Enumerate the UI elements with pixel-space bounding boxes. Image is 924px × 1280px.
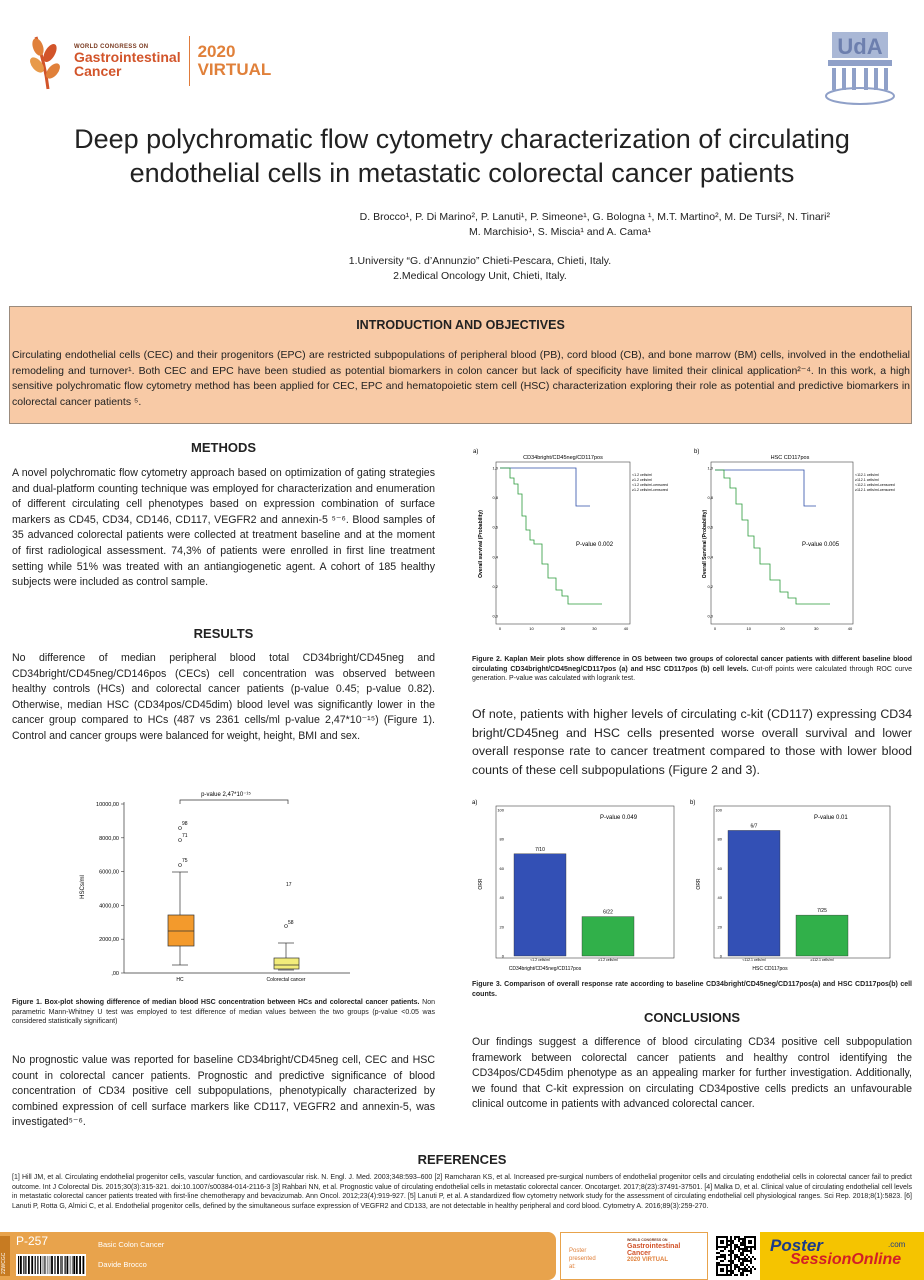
figure3-orr-bars bbox=[470, 794, 912, 976]
fig1-ytick-label: ,00 bbox=[111, 971, 119, 977]
fig2-xtick-label: 10 bbox=[746, 626, 751, 631]
fig3-label-a: a) bbox=[472, 800, 478, 806]
references-title: REFERENCES bbox=[417, 1152, 507, 1167]
fig2-title-b: HSC CD117pos bbox=[770, 455, 810, 461]
of-note-body: Of note, patients with higher levels of circulating c-kit (CD117) expressing CD34 bright/CD45neg and HSC cells presented worse overall survival and lower overall response rate to cancer treatment compared to those with lower blood counts of these cell subpopulations (Figure 2 and 3). bbox=[472, 707, 912, 777]
footer-category: Basic Colon Cancer bbox=[98, 1240, 165, 1249]
fig2-xtick-label: 30 bbox=[814, 626, 819, 631]
fig1-box-hc bbox=[168, 915, 194, 946]
fig1-outlier-label: 58 bbox=[288, 920, 294, 926]
fig3-xcat-label: ≥1.2 cells/ml bbox=[598, 958, 618, 962]
fig3-ylabel-a: ORR bbox=[478, 878, 484, 890]
fig2a-legend-0: <1.2 cells/ml bbox=[632, 473, 653, 477]
fig2-ytick-label: 0,0 bbox=[707, 613, 713, 619]
fig2-ytick-label: 0,2 bbox=[707, 583, 713, 589]
fig1-ytick-label: 10000,00 bbox=[96, 802, 119, 808]
fig3-bar-label: 7/10 bbox=[535, 846, 545, 853]
results-text-2: No prognostic value was reported for baseline CD34bright/CD45neg cell, CEC and HSC count in colorectal cancer patients. Prognostic and predictive significance of blood concentration of CD34 positive cell subpopulations, phenotypically characterized by combined expression of cell surface markers like CD117, VEGFR2 and annexin-5, was investigated⁵⁻⁶. bbox=[12, 1054, 435, 1129]
fig2b-legend-2: <112.1 cells/ml-censored bbox=[855, 483, 895, 487]
fig3-xcat-label: <1.2 cells/ml bbox=[530, 958, 550, 962]
fig2-ytick-label: 1,0 bbox=[707, 465, 713, 471]
uda-logo-text: UdA bbox=[837, 34, 883, 59]
fig2-ytick-label: 0,8 bbox=[707, 495, 713, 501]
fig3-ytick-label: 100 bbox=[715, 807, 722, 813]
fig2-ytick-label: 0,6 bbox=[492, 524, 498, 530]
footer-presented-at bbox=[560, 1232, 708, 1280]
university-logo bbox=[820, 22, 900, 110]
fig3-ytick-label: 60 bbox=[499, 865, 504, 871]
fig2-ytick-label: 0,8 bbox=[492, 495, 498, 501]
barcode-icon bbox=[16, 1254, 86, 1276]
figure1-caption bbox=[12, 998, 435, 1027]
fig2b-legend-0: <112.1 cells/ml bbox=[855, 473, 879, 477]
fig1-box-cancer bbox=[274, 958, 299, 969]
mini-logo-line3: Cancer bbox=[627, 1249, 651, 1257]
figure2-caption bbox=[472, 655, 912, 684]
fig3-ytick-label: 100 bbox=[497, 807, 504, 813]
fig3-bar-label: 6/7 bbox=[750, 823, 758, 830]
conclusions-title: CONCLUSIONS bbox=[643, 1010, 741, 1025]
fig3-bar bbox=[728, 830, 780, 956]
logo-line3: Cancer bbox=[74, 63, 122, 79]
intro-text: Circulating endothelial cells (CEC) and their progenitors (EPC) are restricted subpopulations of peripheral blood (PB), cord blood (CB), and bone marrow (BM) cells, involved in the endothelial remodeling and turnover¹. Both CEC and EPC have been studied as potential biomarkers in colon cancer but lack of specificity have limited their clinical application²⁻⁴. In this work, a high sensitive polychromatic flow cytometry method has been applied for CEC, EPC and hematopoietic stem cell (HSC) characterization exploring their role as potential and predictive biomarkers in colorectal cancer patients ⁵. bbox=[12, 349, 910, 408]
footer-id-block bbox=[0, 1232, 92, 1280]
fig2a-legend-3: ≥1.2 cells/ml-censored bbox=[632, 488, 668, 492]
figure3-caption: Figure 3. Comparison of overall response rate according to baseline CD34bright/CD45neg/CD117pos(a) and HSC CD117pos(b) cell counts. bbox=[472, 981, 912, 998]
fig2-pvalue-a: P-value 0.002 bbox=[576, 542, 614, 548]
title-line1: Deep polychromatic flow cytometry characterization of circulating bbox=[74, 124, 850, 154]
fig1-xcat-hc: HC bbox=[176, 977, 184, 983]
logo-line1: WORLD CONGRESS ON bbox=[74, 44, 149, 50]
fig1-outlier-label: 75 bbox=[182, 858, 188, 864]
fig1-caption-bold: Figure 1. Box-plot showing difference of median blood HSC concentration between HCs and colorectal cancer patients. bbox=[12, 999, 420, 1006]
congress-logo bbox=[20, 26, 278, 96]
footer-side-code: 22WCGC bbox=[1, 1252, 7, 1274]
fig1-outlier-label: 98 bbox=[182, 821, 188, 827]
fig3-xlabel-a: CD34bright/CD45neg/CD117pos bbox=[508, 966, 582, 972]
intro-title: INTRODUCTION AND OBJECTIVES bbox=[356, 318, 565, 332]
conclusions-text: Our findings suggest a difference of blood circulating CD34 positive cell subpopulation framework between colorectal cancer patients and healthy control identifying the CD34pos/CD45dim phenotype as an appealing marker for further investigation. Additionally, we found that C-kit expression on circulating CD34postive cells predicts an unfavourable clinical outcome in patients with advanced colorectal cancer. bbox=[472, 1036, 912, 1111]
fig3-label-b: b) bbox=[690, 800, 696, 806]
fig1-outlier-label: 17 bbox=[286, 882, 292, 888]
fig2a-curve-low bbox=[500, 468, 590, 506]
fig1-ytick-label: 2000,00 bbox=[99, 937, 119, 944]
mini-logo-line2: Gastrointestinal bbox=[627, 1242, 681, 1250]
fig3-bar bbox=[582, 917, 634, 956]
poster-title bbox=[40, 122, 884, 190]
fig2b-curve-high bbox=[715, 470, 830, 604]
fig2-ytick-label: 0,6 bbox=[707, 524, 713, 530]
logo-separator bbox=[189, 36, 190, 86]
fig2-xtick-label: 30 bbox=[592, 626, 597, 631]
fig2-xtick-label: 0 bbox=[498, 626, 502, 631]
fig3-bar bbox=[514, 854, 566, 956]
title-line2: endothelial cells in metastatic colorectal cancer patients bbox=[129, 158, 795, 188]
fig2-xtick-label: 10 bbox=[529, 626, 534, 631]
authors-line2: M. Marchisio¹, S. Miscia¹ and A. Cama¹ bbox=[468, 226, 652, 238]
fig3-ytick-label: 20 bbox=[717, 924, 722, 930]
fig2-xtick-label: 0 bbox=[713, 626, 717, 631]
fig3-ytick-label: 80 bbox=[499, 836, 504, 842]
fig3-ytick-label: 20 bbox=[499, 924, 504, 930]
fig1-ylabel: HSCs/ml bbox=[80, 875, 86, 899]
fig3-ytick-label: 40 bbox=[717, 895, 722, 901]
fig2-pvalue-b: P-value 0.005 bbox=[802, 542, 840, 548]
footer-side-strip bbox=[0, 1236, 10, 1276]
fig3-bar bbox=[796, 915, 848, 956]
fig3-ytick-label: 40 bbox=[499, 895, 504, 901]
affiliations bbox=[260, 254, 700, 284]
figure2-km-plots bbox=[470, 444, 912, 640]
fig1-xcat-cancer: Colorectal cancer bbox=[266, 977, 306, 983]
fig3-ytick-label: 0 bbox=[501, 953, 504, 959]
logo-virtual: VIRTUAL bbox=[197, 60, 272, 79]
fig3-ytick-label: 0 bbox=[719, 953, 722, 959]
authors bbox=[170, 210, 830, 240]
results-text: No difference of median peripheral blood total CD34bright/CD45neg and CD34bright/CD45neg/CD146pos (CECs) cell concentration was observed between healthy controls (HCs) and colorectal cancer patients (p-value 0.45; p-value 0.82). Otherwise, median HSC (CD34pos/CD45dim) blood level was significantly lower in the cancer group compared to HCs (487 vs 2361 cells/ml p-value 2,47*10⁻¹⁵) (Figure 1). Control and cancer groups were balanced for weight, height, BMI and sex. bbox=[12, 652, 435, 742]
fig2a-legend-2: <1.2 cells/ml-censored bbox=[632, 483, 669, 487]
fig3-xlabel-b: HSC CD117pos bbox=[752, 966, 788, 972]
fig3-ytick-label: 80 bbox=[717, 836, 722, 842]
pso-line2: SessionOnline bbox=[790, 1251, 902, 1268]
affiliation-2: 2.Medical Oncology Unit, Chieti, Italy. bbox=[393, 270, 567, 282]
footer-author: Davide Brocco bbox=[98, 1260, 147, 1269]
references-text: [1] Hill JM, et al. Circulating endothelial progenitor cells, vascular function, and cardiovascular risk. N. Engl. J. Med. 2003;348:593–600 [2] Ramcharan KS, et al. Increased pre-surgical numbers of endothelial progenitor cells and circulating endothelial cells in colorectal cancer fail to predict outcome. Int J Colorectal Dis. 2015;30(3):315-321. doi:10.1007/s00384-014-2116-3 [3] Rahbari NN, et al. Prognostic value of circulating endothelial cells in metastatic colorectal cancer. Oncotarget. 2017;8(23):37491-37501. [4] Malka D, et al. Clinical value of circulating endothelial cell levels in metastatic colorectal cancer patients treated with first-line chemotherapy and bevacizumab. Ann Oncol. 2012;23(4):919-927. [5] Lanuti P, et al. A standardized flow cytometry network study for the assessment of circulating endothelial cell physiological ranges. Sci Rep. 2018;8(1):5823. [6] Lanuti P, Rotta G, Almici C, et al. Endothelial progenitor cells, defined by the simultaneous surface expression of VEGFR2 and CD133, are not detectable in healthy peripheral and cord blood. Cytometry A. 2016;89(3):259-270. bbox=[12, 1174, 912, 1210]
fig2-xtick-label: 40 bbox=[623, 626, 629, 631]
logo-year: 2020 bbox=[197, 42, 236, 62]
presented-at-text: Poster presented at: bbox=[569, 1248, 596, 1270]
wheat-leaf-icon bbox=[28, 31, 68, 91]
fig1-pvalue: p-value 2,47*10⁻¹⁵ bbox=[201, 792, 251, 798]
fig3-pvalue-b: P-value 0.01 bbox=[814, 815, 848, 821]
poster-session-online-logo[interactable] bbox=[760, 1232, 924, 1280]
affiliation-1: 1.University “G. d’Annunzio” Chieti-Pescara, Chieti, Italy. bbox=[348, 255, 612, 267]
fig2-xtick-label: 20 bbox=[560, 626, 566, 631]
mini-congress-logo bbox=[627, 1239, 680, 1263]
fig1-ytick-label: 6000,00 bbox=[99, 869, 119, 876]
fig2a-curve-high bbox=[500, 468, 602, 604]
fig2-caption-rest: Cut-off points were calculated through ROC curve generation. P-value was calculated with logrank test. bbox=[472, 665, 913, 682]
authors-line1: D. Brocco¹, P. Di Marino², P. Lanuti¹, P. Simeone¹, G. Bologna ¹, M.T. Martino², M. De Tursi², N. Tinari² bbox=[359, 211, 830, 223]
footer-band bbox=[92, 1232, 556, 1280]
fig1-outlier-label: 71 bbox=[182, 833, 188, 839]
fig2-xtick-label: 20 bbox=[780, 626, 785, 631]
qr-code-icon[interactable] bbox=[716, 1236, 756, 1276]
results-title: RESULTS bbox=[193, 626, 254, 641]
fig2-ytick-label: 0,0 bbox=[492, 613, 498, 619]
fig2a-legend-1: ≥1.2 cells/ml bbox=[632, 478, 652, 482]
fig3-xcat-label: <112.1 cells/ml bbox=[742, 958, 766, 962]
fig3-pvalue-a: P-value 0.049 bbox=[600, 815, 638, 821]
pso-line1: Poster bbox=[770, 1236, 823, 1255]
fig1-caption-rest: Non parametric Mann-Whitney U test was employed to test difference of median values between the two groups (p-value <0.05 was considered statistically significant) bbox=[12, 999, 435, 1025]
fig2b-legend-1: ≥112.1 cells/ml bbox=[855, 478, 879, 482]
fig2b-legend-3: ≥112.1 cells/ml-censored bbox=[855, 488, 895, 492]
of-note-text bbox=[472, 705, 912, 779]
fig1-ytick-label: 4000,00 bbox=[99, 903, 119, 910]
footer-poster-id: P-257 bbox=[16, 1234, 49, 1248]
fig2-ytick-label: 0,2 bbox=[492, 583, 498, 589]
fig3-xcat-label: ≥112.1 cells/ml bbox=[810, 958, 834, 962]
fig2-xtick-label: 40 bbox=[847, 626, 853, 631]
mini-logo-line1: WORLD CONGRESS ON bbox=[627, 1238, 668, 1242]
fig2-ytick-label: 1,0 bbox=[492, 465, 498, 471]
fig2-caption-bold: Figure 2. Kaplan Meir plots show difference in OS between two groups of colorectal cancer patients with different baseline blood circulating CD34bright/CD45neg/CD117pos (a) and HSC CD117pos (b) cell levels. bbox=[472, 656, 912, 673]
methods-text: A novel polychromatic flow cytometry approach based on optimization of gating strategies and dual-platform counting technique was employed for characterization and enumeration of different circulating cell phenotypes based on expression combination of surface markers as CD45, CD34, CD146, CD117, VEGFR2 and annexin-5 ⁵⁻⁶. Blood samples of 35 advanced colorectal patients were collected at treatment baseline and at the moment of first radiological assessment. 74,3% of patients were enrolled in first line treatment setting while 51% was treated with an antiangiogenetic agent. A cohort of 185 healthy subjects were included as control sample. bbox=[12, 467, 435, 589]
fig1-ytick-label: 8000,00 bbox=[99, 835, 119, 842]
fig3-ytick-label: 60 bbox=[717, 865, 722, 871]
methods-title: METHODS bbox=[191, 440, 256, 455]
figure1-boxplot bbox=[60, 782, 420, 992]
fig3-bar-label: 6/22 bbox=[603, 909, 613, 916]
fig2-ytick-label: 0,4 bbox=[707, 554, 713, 560]
fig2-ylabel-b: Overall Survival (Probability) bbox=[702, 509, 708, 579]
fig2-label-b: b) bbox=[694, 449, 700, 455]
fig2-title-a: CD34bright/CD45neg/CD117pos bbox=[523, 455, 603, 461]
fig3-bar-label: 7/25 bbox=[817, 908, 827, 915]
fig2-ylabel-a: Overall survival (Probability) bbox=[478, 510, 484, 578]
fig2-ytick-label: 0,4 bbox=[492, 554, 498, 560]
logo-line2: Gastrointestinal bbox=[74, 49, 181, 65]
fig2-label-a: a) bbox=[473, 449, 479, 455]
mini-logo-year: 2020 VIRTUAL bbox=[627, 1256, 669, 1263]
fig3-ylabel-b: ORR bbox=[696, 878, 702, 890]
pso-com: .com bbox=[888, 1240, 906, 1249]
